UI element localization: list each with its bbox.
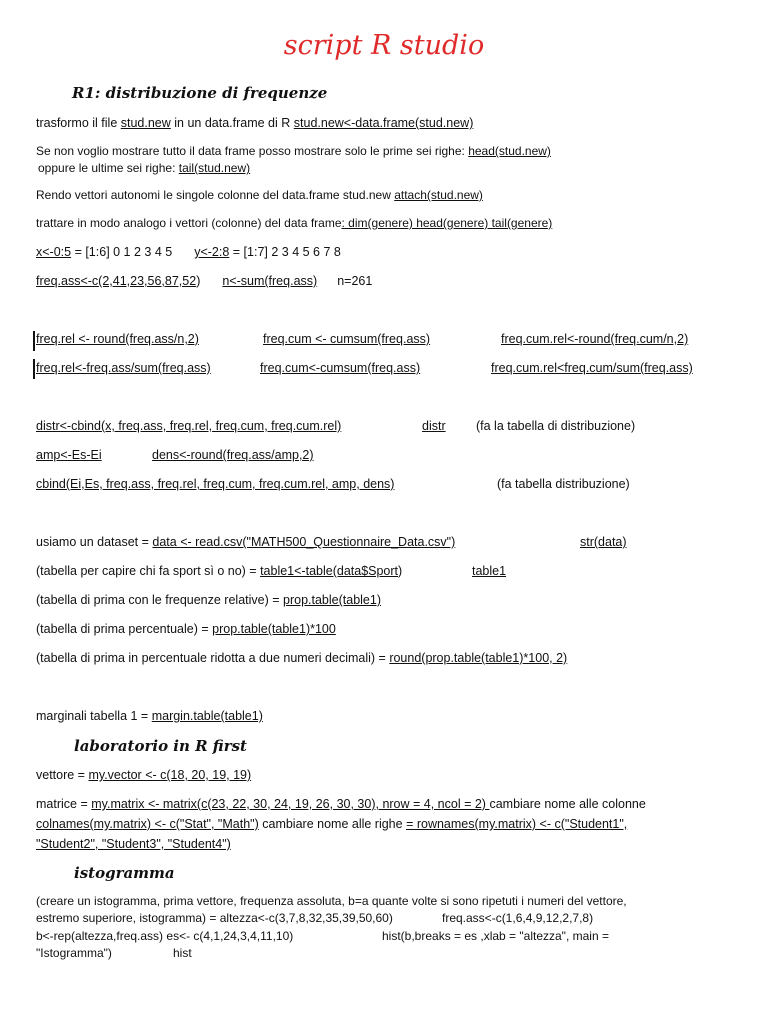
code-fragment: n<-sum(freq.ass)	[222, 274, 318, 288]
margin-marker	[33, 359, 35, 379]
text-line-histo-3b: hist(b,breaks = es ,xlab = "altezza", main =	[382, 929, 609, 943]
text-fragment: oppure le ultime sei righe:	[38, 161, 179, 175]
code-fragment: round(prop.table(table1)*100, 2)	[389, 651, 568, 665]
code-line: distr<-cbind(x, freq.ass, freq.rel, freq.cum, freq.cum.rel)	[36, 419, 342, 433]
code-fragment: head(stud.new)	[468, 144, 551, 158]
code-fragment: my.vector <- c(18, 20, 19, 19)	[88, 768, 252, 782]
code-fragment: prop.table(table1)	[283, 593, 381, 607]
code-line: cbind(Ei,Es, freq.ass, freq.rel, freq.cum, freq.cum.rel, amp, dens)	[36, 477, 395, 491]
code-line: table1	[472, 564, 507, 578]
text-fragment: = [1:7] 2 3 4 5 6 7 8	[229, 245, 341, 259]
code-fragment: colnames(my.matrix) <- c("Stat", "Math")	[36, 817, 259, 831]
text-line-histo-4b: hist	[173, 946, 192, 960]
text-fragment: (tabella di prima in percentuale ridotta a due numeri decimali) =	[36, 651, 390, 665]
code-line: freq.rel<-freq.ass/sum(freq.ass)	[36, 361, 211, 375]
text-line-matrix	[36, 796, 646, 812]
text-fragment: marginali tabella 1 =	[36, 709, 152, 723]
code-fragment: stud.new	[120, 116, 171, 130]
text-line-colnames	[36, 816, 627, 832]
code-fragment: = rownames(my.matrix) <- c("Student1",	[406, 817, 628, 831]
text-fragment: = [1:6] 0 1 2 3 4 5	[71, 245, 173, 259]
code-fragment: "Student2", "Student3", "Student4")	[36, 837, 231, 851]
text-line-histo-4: "Istogramma")	[36, 946, 112, 960]
code-fragment: table1<-table(data$Sport	[260, 564, 399, 578]
text-line-1	[36, 115, 473, 131]
section-heading-r1: R1: distribuzione di frequenze	[72, 84, 328, 102]
text-fragment: cambiare nome alle righe	[258, 817, 407, 831]
text-fragment: Rendo vettori autonomi le singole colonne del data.frame stud.new	[36, 188, 395, 202]
code-line: dens<-round(freq.ass/amp,2)	[152, 448, 314, 462]
code-line: freq.cum <- cumsum(freq.ass)	[263, 332, 431, 346]
code-fragment: tail(stud.new)	[178, 161, 251, 175]
text-line-2	[36, 143, 551, 159]
code-fragment: margin.table(table1)	[151, 709, 263, 723]
text-line-rownames	[36, 836, 231, 852]
text-fragment: usiamo un dataset =	[36, 535, 153, 549]
text-line-histo-1: (creare un istogramma, prima vettore, frequenza assoluta, b=a quante volte si sono ripetuti i numeri del vettore,	[36, 894, 627, 908]
code-line: amp<-Es-Ei	[36, 448, 102, 462]
margin-marker	[33, 331, 35, 351]
note-text: (fa tabella distribuzione)	[497, 477, 630, 491]
code-fragment: : dim(genere) head(genere) tail(genere)	[341, 216, 553, 230]
code-fragment: stud.new<-data.frame(stud.new)	[293, 116, 474, 130]
text-line-histo-3: b<-rep(altezza,freq.ass) es<- c(4,1,24,3,4,11,10)	[36, 929, 294, 943]
code-line: freq.cum<-cumsum(freq.ass)	[260, 361, 421, 375]
text-fragment: (tabella per capire chi fa sport sì o no) =	[36, 564, 261, 578]
text-line-3	[38, 160, 250, 176]
text-fragment: )	[196, 274, 201, 288]
section-heading-lab: laboratorio in R first	[74, 737, 247, 755]
text-fragment: Se non voglio mostrare tutto il data frame posso mostrare solo le prime sei righe:	[36, 144, 469, 158]
section-heading-histogram: istogramma	[74, 864, 175, 882]
text-fragment: matrice =	[36, 797, 92, 811]
text-fragment: vettore =	[36, 768, 89, 782]
text-line-prop	[36, 592, 381, 608]
text-fragment: (tabella di prima percentuale) =	[36, 622, 213, 636]
text-fragment: n=261	[337, 274, 373, 288]
text-line-4	[36, 187, 483, 203]
page-title: script R studio	[283, 30, 485, 61]
code-fragment: attach(stud.new)	[394, 188, 483, 202]
code-line: distr	[422, 419, 446, 433]
text-line-6	[36, 244, 341, 260]
text-fragment: (tabella di prima con le frequenze relative) =	[36, 593, 284, 607]
text-line-histo-2: estremo superiore, istogramma) = altezza<-c(3,7,8,32,35,39,50,60)	[36, 911, 393, 925]
code-line: freq.cum.rel<freq.cum/sum(freq.ass)	[491, 361, 693, 375]
note-text: (fa la tabella di distribuzione)	[476, 419, 636, 433]
text-fragment: cambiare nome alle colonne	[489, 797, 646, 811]
code-fragment: my.matrix <- matrix(c(23, 22, 30, 24, 19, 26, 30, 30), nrow = 4, ncol = 2)	[91, 797, 490, 811]
text-line-round	[36, 650, 567, 666]
text-line-5	[36, 215, 552, 231]
text-line-percent	[36, 621, 336, 637]
text-line-vector	[36, 767, 251, 783]
text-fragment: trattare in modo analogo i vettori (colonne) del data frame	[36, 216, 342, 230]
text-line-margin	[36, 708, 263, 724]
code-line: freq.rel <- round(freq.ass/n,2)	[36, 332, 199, 346]
code-line: freq.cum.rel<-round(freq.cum/n,2)	[501, 332, 689, 346]
text-line-7	[36, 273, 372, 289]
text-line-table1	[36, 563, 402, 579]
text-fragment: )	[398, 564, 403, 578]
code-fragment: x<-0:5	[36, 245, 72, 259]
text-fragment: trasformo il file	[36, 116, 121, 130]
code-fragment: prop.table(table1)*100	[212, 622, 336, 636]
code-fragment: data <- read.csv("MATH500_Questionnaire_Data.csv")	[152, 535, 456, 549]
text-line-dataset	[36, 534, 455, 550]
code-line: str(data)	[580, 535, 627, 549]
text-line-histo-2b: freq.ass<-c(1,6,4,9,12,2,7,8)	[442, 911, 594, 925]
code-fragment: y<-2:8	[194, 245, 230, 259]
code-fragment: freq.ass<-c(2,41,23,56,87,52	[36, 274, 197, 288]
text-fragment: in un data.frame di R	[170, 116, 294, 130]
